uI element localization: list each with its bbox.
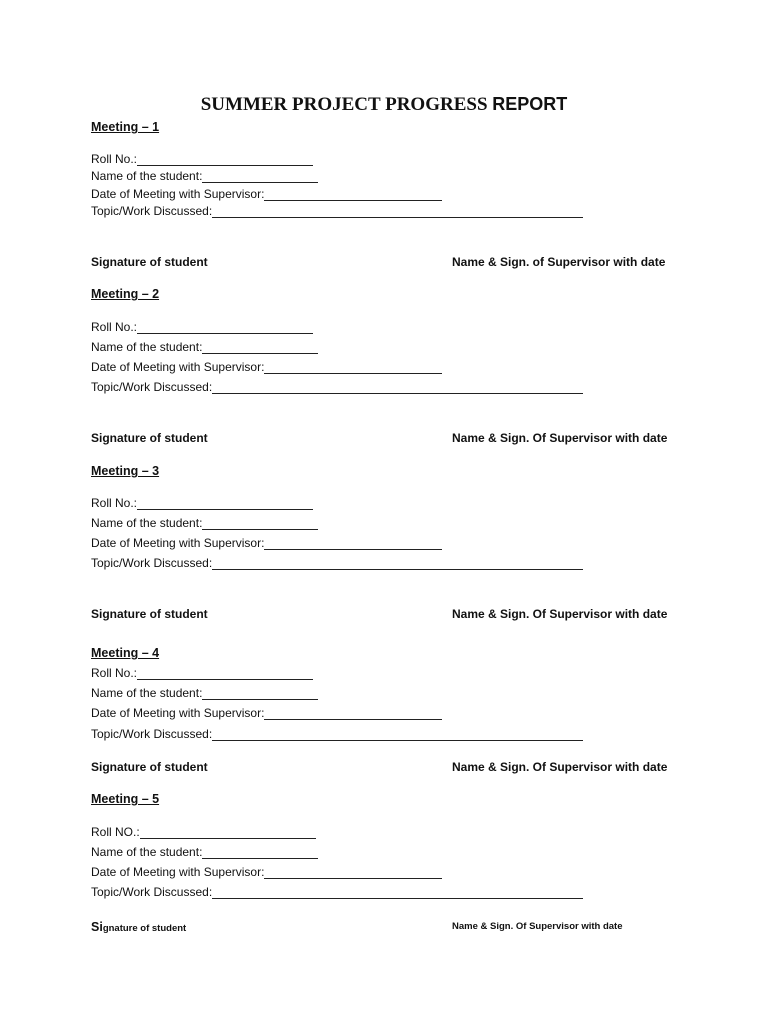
topic-label: Topic/Work Discussed:	[91, 727, 213, 741]
topic-blank[interactable]	[212, 382, 583, 394]
signature-first-letters: Si	[91, 920, 103, 934]
meeting-3-date-field[interactable]	[91, 536, 442, 550]
roll-label: Roll No.:	[91, 320, 138, 334]
date-label: Date of Meeting with Supervisor:	[91, 187, 265, 201]
meeting-1-supervisor-signature: Name & Sign. of Supervisor with date	[452, 255, 666, 269]
topic-blank[interactable]	[212, 729, 583, 741]
name-blank[interactable]	[202, 171, 318, 183]
meeting-5-student-signature	[91, 920, 186, 934]
topic-label: Topic/Work Discussed:	[91, 204, 213, 218]
name-blank[interactable]	[202, 342, 318, 354]
meeting-5-name-field[interactable]	[91, 845, 318, 859]
meeting-4-heading: Meeting – 4	[91, 646, 160, 660]
date-blank[interactable]	[264, 189, 442, 201]
meeting-5-topic-field[interactable]	[91, 885, 583, 899]
roll-label: Roll No.:	[91, 152, 138, 166]
meeting-1-student-signature: Signature of student	[91, 255, 208, 269]
topic-label: Topic/Work Discussed:	[91, 885, 213, 899]
meeting-4-roll-field[interactable]	[91, 666, 313, 680]
date-blank[interactable]	[264, 362, 442, 374]
meeting-3-heading: Meeting – 3	[91, 464, 160, 478]
date-blank[interactable]	[264, 867, 442, 879]
roll-label: Roll No.:	[91, 666, 138, 680]
meeting-4-topic-field[interactable]	[91, 727, 583, 741]
roll-blank[interactable]	[137, 154, 313, 166]
topic-label: Topic/Work Discussed:	[91, 556, 213, 570]
topic-blank[interactable]	[212, 206, 583, 218]
date-blank[interactable]	[264, 708, 442, 720]
roll-blank[interactable]	[137, 322, 313, 334]
meeting-5-heading: Meeting – 5	[91, 792, 160, 806]
meeting-4-student-signature: Signature of student	[91, 760, 208, 774]
title-tail: REPORT	[492, 94, 568, 114]
date-label: Date of Meeting with Supervisor:	[91, 865, 265, 879]
meeting-1-roll-field[interactable]	[91, 152, 313, 166]
topic-label: Topic/Work Discussed:	[91, 380, 213, 394]
date-label: Date of Meeting with Supervisor:	[91, 706, 265, 720]
topic-blank[interactable]	[212, 558, 583, 570]
meeting-2-heading: Meeting – 2	[91, 287, 160, 301]
meeting-2-date-field[interactable]	[91, 360, 442, 374]
date-label: Date of Meeting with Supervisor:	[91, 360, 265, 374]
meeting-4-supervisor-signature: Name & Sign. Of Supervisor with date	[452, 760, 668, 774]
meeting-1-name-field[interactable]	[91, 169, 318, 183]
meeting-1-heading: Meeting – 1	[91, 120, 160, 134]
meeting-5-roll-field[interactable]	[91, 825, 316, 839]
name-blank[interactable]	[202, 688, 318, 700]
meeting-2-supervisor-signature: Name & Sign. Of Supervisor with date	[452, 431, 668, 445]
name-blank[interactable]	[202, 847, 318, 859]
meeting-3-name-field[interactable]	[91, 516, 318, 530]
meeting-4-name-field[interactable]	[91, 686, 318, 700]
meeting-5-supervisor-signature: Name & Sign. Of Supervisor with date	[452, 921, 623, 932]
signature-rest: gnature of student	[102, 923, 187, 934]
meeting-3-supervisor-signature: Name & Sign. Of Supervisor with date	[452, 607, 668, 621]
name-label: Name of the student:	[91, 516, 203, 530]
roll-label: Roll NO.:	[91, 825, 140, 839]
meeting-2-roll-field[interactable]	[91, 320, 313, 334]
roll-blank[interactable]	[140, 827, 316, 839]
date-blank[interactable]	[264, 538, 442, 550]
meeting-3-student-signature: Signature of student	[91, 607, 208, 621]
name-label: Name of the student:	[91, 340, 203, 354]
topic-blank[interactable]	[212, 887, 583, 899]
name-label: Name of the student:	[91, 169, 203, 183]
meeting-4-date-field[interactable]	[91, 706, 442, 720]
meeting-2-student-signature: Signature of student	[91, 431, 208, 445]
roll-label: Roll No.:	[91, 496, 138, 510]
roll-blank[interactable]	[137, 668, 313, 680]
meeting-5-date-field[interactable]	[91, 865, 442, 879]
meeting-2-name-field[interactable]	[91, 340, 318, 354]
date-label: Date of Meeting with Supervisor:	[91, 536, 265, 550]
meeting-3-roll-field[interactable]	[91, 496, 313, 510]
roll-blank[interactable]	[137, 498, 313, 510]
document-title	[0, 94, 768, 116]
name-label: Name of the student:	[91, 845, 203, 859]
meeting-1-topic-field[interactable]	[91, 204, 583, 218]
name-label: Name of the student:	[91, 686, 203, 700]
name-blank[interactable]	[202, 518, 318, 530]
meeting-1-date-field[interactable]	[91, 187, 442, 201]
meeting-3-topic-field[interactable]	[91, 556, 583, 570]
meeting-2-topic-field[interactable]	[91, 380, 583, 394]
title-main: SUMMER PROJECT PROGRESS	[200, 94, 488, 115]
